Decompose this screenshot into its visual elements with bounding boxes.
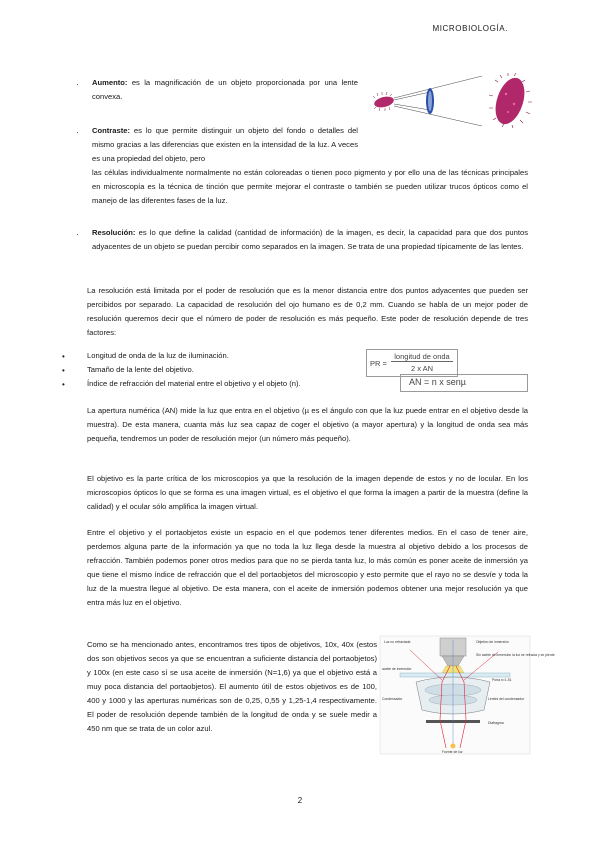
paragraph-resolucion: La resolución está limitada por el poder de resolución que es la menor distancia entre dos puntos adyacentes que pueden ser percibidos por separado. La capacidad de resolución del ojo humano es de 0,2 mm. Cuando se habla de un mejor poder de resolución queremos decir que el número de poder de resolución es más pequeño. Este poder de resolución depende de tres factores: [87,286,528,337]
bullet-contraste: Contraste: es lo que permite distinguir un objeto del fondo o detalles del mismo gracias a las diferencias que existen en la intensidad de la luz. A veces es una propiedad del objeto, pero [92,126,358,163]
bullet-aumento: Aumento: es la magnificación de un objeto proporcionada por una lente convexa. [92,78,358,101]
resolution-power-formula: PR = longitud de onda 2 x AN [366,349,458,377]
small-bacterium-icon [373,92,395,111]
paragraph-tipos: Como se ha mencionado antes, encontramos tres tipos de objetivos, 10x, 40x (estos dos son objetivos secos ya que se encuentran a suficiente distancia del portaobjetos) y 100x (en este caso sí se usa aceite de inmersión (N=1,6) ya que el objetivo está a muy poca distancia del portaobjetos). El aumento útil de estos objetivos es de 100, 400 y 1000 y las aperturas numéricas son de 0,25, 0,55 y 1,25-1,4 respectivamente. El poder de resolución depende también de la longitud de onda y se suele medir a 450 nm que se trata de un color azul. [87,640,377,733]
bullet-resolucion: Resolución: es lo que define la calidad (cantidad de información) de la imagen, es decir, la capacidad para que dos puntos adyacentes de un objeto se puedan percibir como separados en la imagen. Se trata de una propiedad típicamente de las lentes. [92,228,528,251]
bullet-contraste-continuation: las células individualmente normalmente no están coloreadas o tienen poco pigmento y por ello una de las técnicas principales en microscopía es la técnica de tinción que permite mejorar el contraste o también se pueden utilizar trucos ópticos como el manejo de las diferentes fases de la luz. [92,168,528,205]
svg-text:Luz no refractada: Luz no refractada [384,640,411,644]
paragraph-medios: Entre el objetivo y el portaobjetos existe un espacio en el que podemos tener diferentes medios. En el caso de tener aire, perdemos alguna parte de la información ya que no toda la luz llega desde la muestra al objetivo debido a los procesos de refracción. También podemos poner otros medios para que no se pierda tanta luz, lo más común es poner aceite de inmersión ya que tiene el mismo índice de refracción que el del portaobjetos del microscopio y esto permite que el rayo no se desvíe y toda la luz de la muestra llegue al objetivo. De esta manera, con el aceite de inmersión podemos obtener una mejor resolución ya que entra más luz en el objetivo. [87,528,528,607]
term-resolucion: Resolución: [92,228,136,237]
svg-text:Lentes del condensador: Lentes del condensador [488,697,525,701]
light-source-icon [451,744,456,749]
svg-text:Diafragma: Diafragma [488,721,504,725]
factor-item: Longitud de onda de la luz de iluminación. [87,351,229,360]
svg-text:aceite de inmersión: aceite de inmersión [382,667,412,671]
convex-lens-icon [426,88,434,114]
page-number: 2 [297,796,303,805]
paragraph-apertura: La apertura numérica (AN) mide la luz que entra en el objetivo (µ es el ángulo con que la luz puede entrar en el objetivo desde la muestra). De esta manera, cuanta más luz sea capaz de coger el objetivo (a mayor apertura) y la longitud de onda sea más pequeña, tendremos un poder de resolución mejor (un número más pequeño). [87,406,528,443]
numerical-aperture-formula: AN = n x senµ [400,374,528,392]
factor-item: Índice de refracción del material entre el objetivo y el objeto (n). [87,379,301,388]
immersion-oil-diagram [380,636,555,754]
svg-text:Objetivo de inmersión: Objetivo de inmersión [476,640,509,644]
svg-text:Condensador: Condensador [382,697,403,701]
slide-icon [400,673,510,677]
magnification-illustration [372,70,532,130]
bullet-marker: • [62,380,65,389]
page-header: MICROBIOLOGÍA. [432,24,508,33]
bullet-marker: · [76,230,79,239]
bullet-marker: • [62,366,65,375]
bullet-marker: • [62,352,65,361]
magnified-bacterium-icon [489,73,532,128]
term-contraste: Contraste: [92,126,130,135]
bullet-marker: · [76,128,79,137]
paragraph-objetivo: El objetivo es la parte crítica de los microscopios ya que la resolución de la imagen depende de estos y no de locular. En los microscopios ópticos lo que se forma es una imagen virtual, es el objetivo el que forma la imagen a partir de la muestra (define la calidad) y el ocular sólo amplifica la imagen virtual. [87,474,528,511]
factor-item: Tamaño de la lente del objetivo. [87,365,194,374]
svg-text:Fuente de luz: Fuente de luz [442,750,463,754]
svg-text:Sin aceite de inmersión la luz: Sin aceite de inmersión la luz se refracta y se pierde [476,653,555,657]
term-aumento: Aumento: [92,78,128,87]
bullet-marker: · [76,80,79,89]
svg-text:Porta n=1.51: Porta n=1.51 [492,678,512,682]
